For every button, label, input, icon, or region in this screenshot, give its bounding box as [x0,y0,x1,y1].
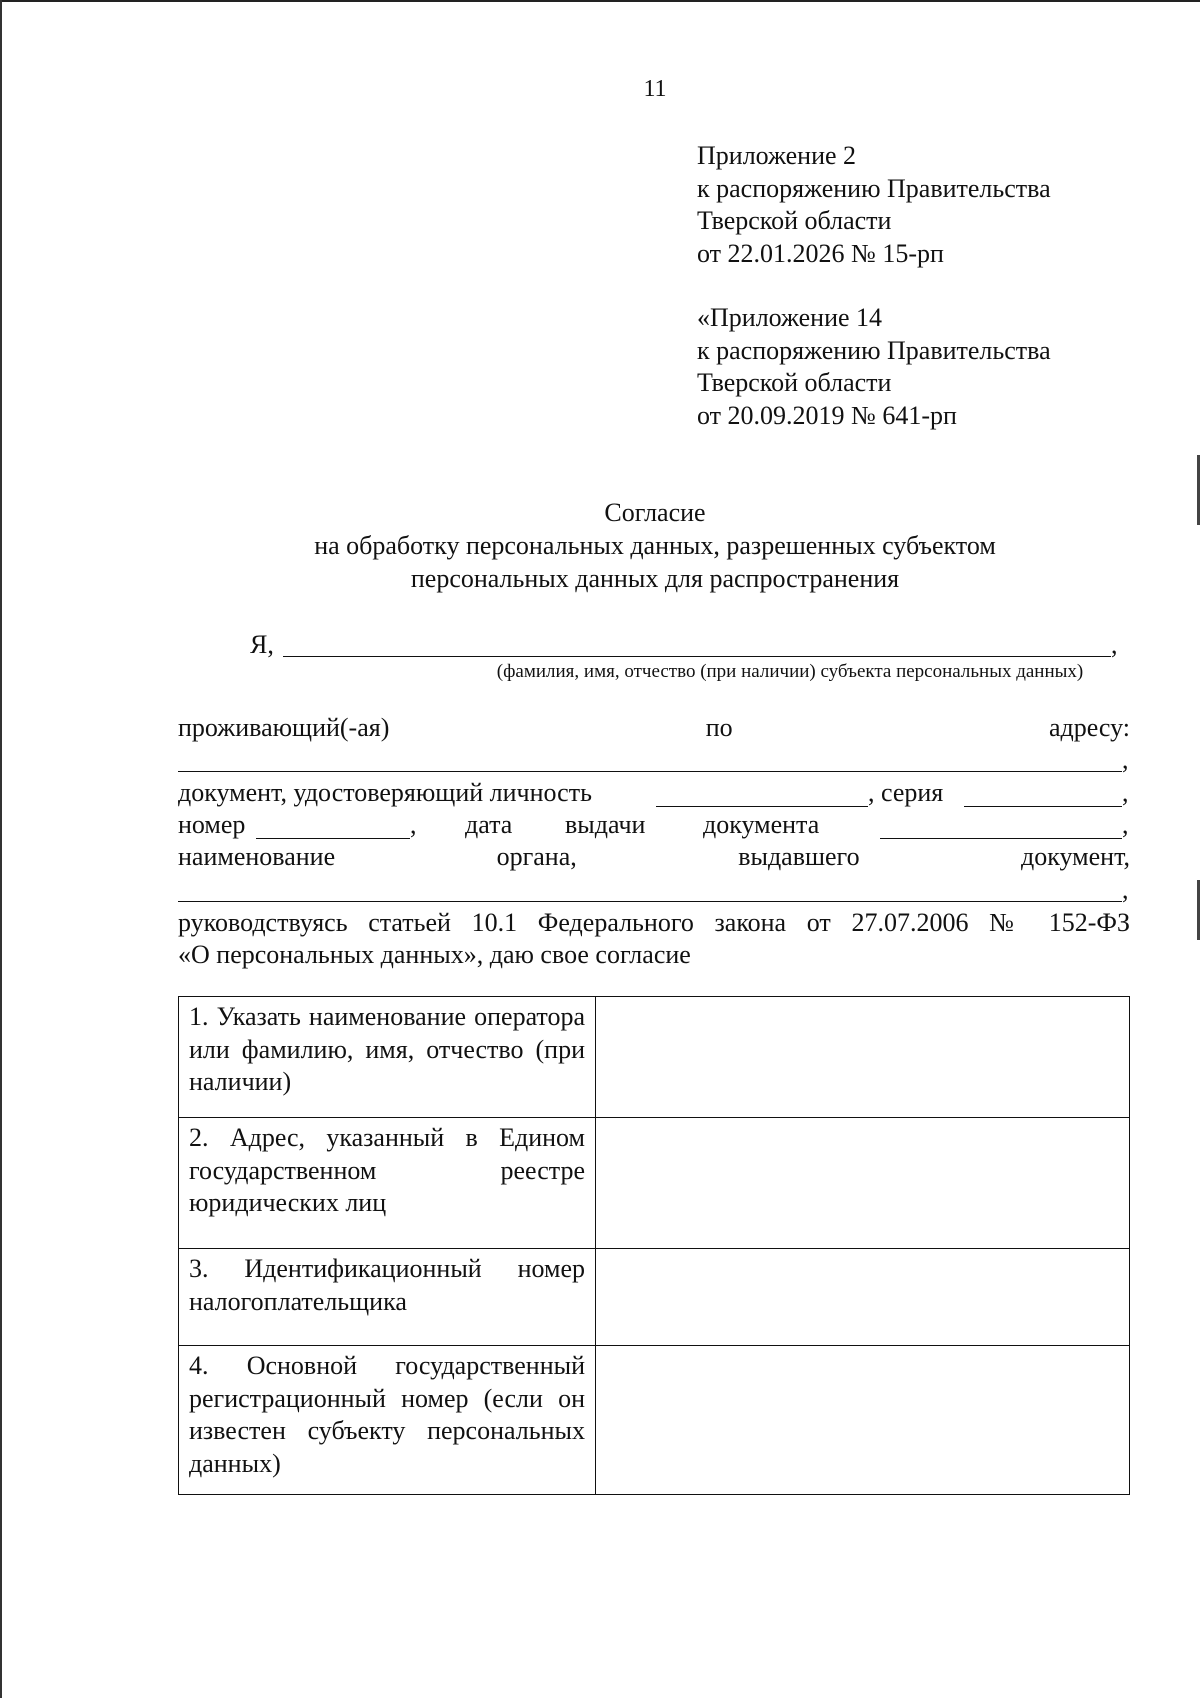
issuer-word: выдавшего [738,842,860,871]
document-title [0,496,1200,595]
row-label [179,1118,596,1249]
consent-table [178,996,1130,1495]
row-label-text: 4. Основной государственный регистрационный номер (если он известен субъекту персональных данных) [189,1351,585,1478]
row-label [179,1249,596,1346]
appendix-2-line: Приложение 2 [697,141,857,170]
address-field[interactable] [178,771,1122,772]
number-label: номер [178,810,246,839]
issue-date-word: выдачи [565,810,646,839]
number-field[interactable] [256,838,410,839]
row-value-field[interactable] [596,1118,1130,1249]
appendix-14-line: от 20.09.2019 № 641-рп [697,400,957,430]
issue-date-word: дата [465,810,513,839]
scan-border-top [0,0,1200,2]
residing-word: проживающий(-ая) [178,713,390,742]
comma: , [410,810,417,839]
scan-border-left [0,0,2,1698]
row-value-field[interactable] [596,1346,1130,1495]
residing-line [178,713,1130,743]
appendix-2-block [697,140,1051,270]
series-label: , серия [868,778,944,807]
appendix-14-line: «Приложение 14 [697,303,883,332]
issuer-field[interactable] [178,901,1122,902]
row-label-text: 1. Указать наименование оператора или фамилию, имя, отчество (при наличии) [189,1002,585,1096]
appendix-14-block [697,302,1051,432]
issue-date-word: документа [703,810,820,839]
issuer-word: наименование [178,842,336,871]
comma: , [1122,778,1129,807]
appendix-2-line: Тверской области [697,206,892,235]
row-label-text: 3. Идентификационный номер налогоплательщика [189,1254,585,1316]
row-label [179,997,596,1118]
appendix-2-line: к распоряжению Правительства [697,173,1051,203]
title-line: персональных данных для распространения [410,564,900,593]
consent-line: «О персональных данных», даю свое согласие [178,940,691,969]
issuer-word: органа, [496,842,577,871]
row-value-field[interactable] [596,1249,1130,1346]
table-row [179,1249,1130,1346]
title-line: Согласие [604,498,706,527]
appendix-2-line: от 22.01.2026 № 15-рп [697,238,944,268]
i-label: Я, [250,630,274,659]
document-label: документ, удостоверяющий личность [178,778,592,807]
table-row [179,997,1130,1118]
table-row [179,1346,1130,1495]
title-line: на обработку персональных данных, разрешенных субъектом [314,531,996,560]
comma: , [1122,810,1129,839]
row-label-text: 2. Адрес, указанный в Едином государственном реестре юридических лиц [189,1123,585,1217]
row-label [179,1346,596,1495]
page-number: 11 [643,76,667,102]
table-row [179,1118,1130,1249]
issuer-line [178,842,1130,872]
residing-word: адресу: [1048,713,1130,742]
issue-date-field[interactable] [880,838,1122,839]
full-name-field[interactable] [283,656,1111,657]
series-field[interactable] [964,806,1122,807]
row-value-field[interactable] [596,997,1130,1118]
law-reference-line: руководствуясь статьей 10.1 Федерального закона от 27.07.2006 № 152-ФЗ [178,908,1130,937]
residing-word: по [705,713,733,742]
comma: , [1122,745,1129,774]
document-type-field[interactable] [656,806,868,807]
appendix-14-line: к распоряжению Правительства [697,335,1051,365]
comma: , [1111,630,1118,659]
appendix-14-line: Тверской области [697,368,892,397]
comma: , [1122,875,1129,904]
issuer-word: документ, [1021,842,1130,871]
full-name-hint: (фамилия, имя, отчество (при наличии) субъекта персональных данных) [496,661,1084,682]
